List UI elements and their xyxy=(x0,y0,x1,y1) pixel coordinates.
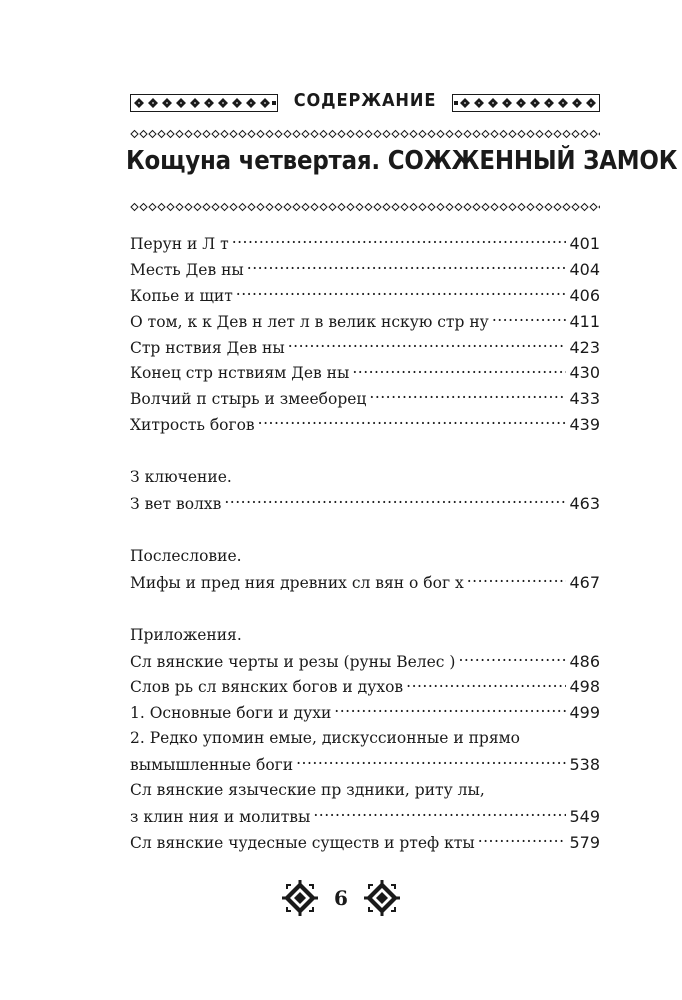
entry-title: Конец стр нствиям Дев ны xyxy=(130,364,350,383)
entry-page: 538 xyxy=(569,755,600,775)
page-footer xyxy=(0,878,682,918)
entry-page: 404 xyxy=(569,259,600,279)
entry-title: Сл вянские черты и резы (руны Велес ) xyxy=(130,652,456,671)
entry-page: 499 xyxy=(569,703,600,723)
page-number: 6 xyxy=(334,886,348,910)
entry-title: з клин ния и молитвы xyxy=(130,807,311,826)
entry-title: Сл вянские чудесные существ и ртеф кты xyxy=(130,833,475,852)
entry-title: Стр нствия Дев ны xyxy=(130,338,285,357)
toc-entry[interactable] xyxy=(130,412,600,438)
entry-page: 411 xyxy=(569,311,600,331)
entry-page: 579 xyxy=(569,832,600,852)
toc-entry[interactable] xyxy=(130,700,600,726)
toc-entry[interactable] xyxy=(130,570,600,596)
toc-entry-line1[interactable] xyxy=(130,778,600,804)
toc-entry[interactable] xyxy=(130,309,600,335)
entry-page: 401 xyxy=(569,234,600,253)
dot-leader xyxy=(492,311,567,327)
toc-entry[interactable] xyxy=(130,386,600,412)
toc-entries xyxy=(130,231,600,856)
entry-page: 467 xyxy=(569,572,600,592)
toc-entry[interactable] xyxy=(130,674,600,700)
toc-entry[interactable] xyxy=(130,283,600,309)
dot-leader xyxy=(406,677,566,693)
toc-title: СОДЕРЖАНИЕ xyxy=(293,90,437,111)
section-gap xyxy=(130,596,600,623)
toc-entry[interactable] xyxy=(130,830,600,856)
entry-title: О том, к к Дев н лет л в велик нскую стр ну xyxy=(130,312,489,331)
entry-title: Слов рь сл вянских богов и духов xyxy=(130,678,404,697)
dot-leader xyxy=(467,572,567,588)
section-heading: Послесловие. xyxy=(130,546,242,565)
toc-entry[interactable] xyxy=(130,257,600,283)
toc-entry-line1[interactable] xyxy=(130,726,600,752)
dot-leader xyxy=(224,494,566,510)
toc-entry[interactable] xyxy=(130,360,600,386)
dot-leader xyxy=(334,703,566,719)
dot-leader xyxy=(458,651,566,667)
entry-title: Месть Дев ны xyxy=(130,260,244,279)
right-ornament-strip xyxy=(452,94,600,112)
toc-header xyxy=(130,88,600,118)
section-heading: Приложения. xyxy=(130,625,242,644)
dot-leader xyxy=(236,285,567,301)
dot-leader xyxy=(313,806,566,822)
entry-title: вымышленные боги xyxy=(130,756,294,775)
toc-entry[interactable] xyxy=(130,649,600,675)
entry-page: 423 xyxy=(569,337,600,357)
section-heading: З ключение. xyxy=(130,468,232,487)
diamond-rule-top xyxy=(130,128,600,140)
dot-leader xyxy=(352,363,566,379)
toc-entry[interactable] xyxy=(130,335,600,361)
entry-title: Волчий п стырь и змееборец xyxy=(130,390,367,409)
toc-entry[interactable] xyxy=(130,491,600,517)
entry-page: 498 xyxy=(569,677,600,697)
dot-leader xyxy=(247,259,567,275)
entry-page: 439 xyxy=(569,415,600,435)
entry-title: З вет волхв xyxy=(130,495,222,514)
entry-page: 406 xyxy=(569,285,600,305)
left-folk-ornament-icon xyxy=(282,880,318,916)
entry-page: 463 xyxy=(569,494,600,514)
entry-page: 430 xyxy=(569,363,600,383)
dot-leader xyxy=(478,832,567,848)
section-gap xyxy=(130,438,600,465)
entry-page: 549 xyxy=(569,806,600,826)
entry-title: 1. Основные боги и духи xyxy=(130,704,332,723)
entry-title: Сл вянские языческие пр здники, риту лы, xyxy=(130,781,485,800)
section-gap xyxy=(130,517,600,544)
dot-leader xyxy=(369,389,566,405)
diamond-rule-bottom xyxy=(130,201,600,213)
entry-title: Копье и щит xyxy=(130,286,233,305)
entry-page: 486 xyxy=(569,651,600,671)
toc-entry-line2[interactable] xyxy=(130,752,600,778)
chapter-title: Кощуна четвертая. СОЖЖЕННЫЙ ЗАМОК xyxy=(126,146,678,176)
dot-leader xyxy=(296,755,566,771)
toc-entry[interactable] xyxy=(130,231,600,257)
entry-title: Хитрость богов xyxy=(130,416,255,435)
entry-title: Перун и Л т xyxy=(130,235,229,253)
entry-title: Мифы и пред ния древних сл вян о бог х xyxy=(130,573,464,592)
dot-leader xyxy=(232,234,567,250)
right-folk-ornament-icon xyxy=(364,880,400,916)
dot-leader xyxy=(258,415,567,431)
entry-page: 433 xyxy=(569,389,600,409)
entry-title: 2. Редко упомин емые, дискуссионные и прямо xyxy=(130,729,520,748)
toc-entry-line2[interactable] xyxy=(130,804,600,830)
dot-leader xyxy=(288,337,567,353)
